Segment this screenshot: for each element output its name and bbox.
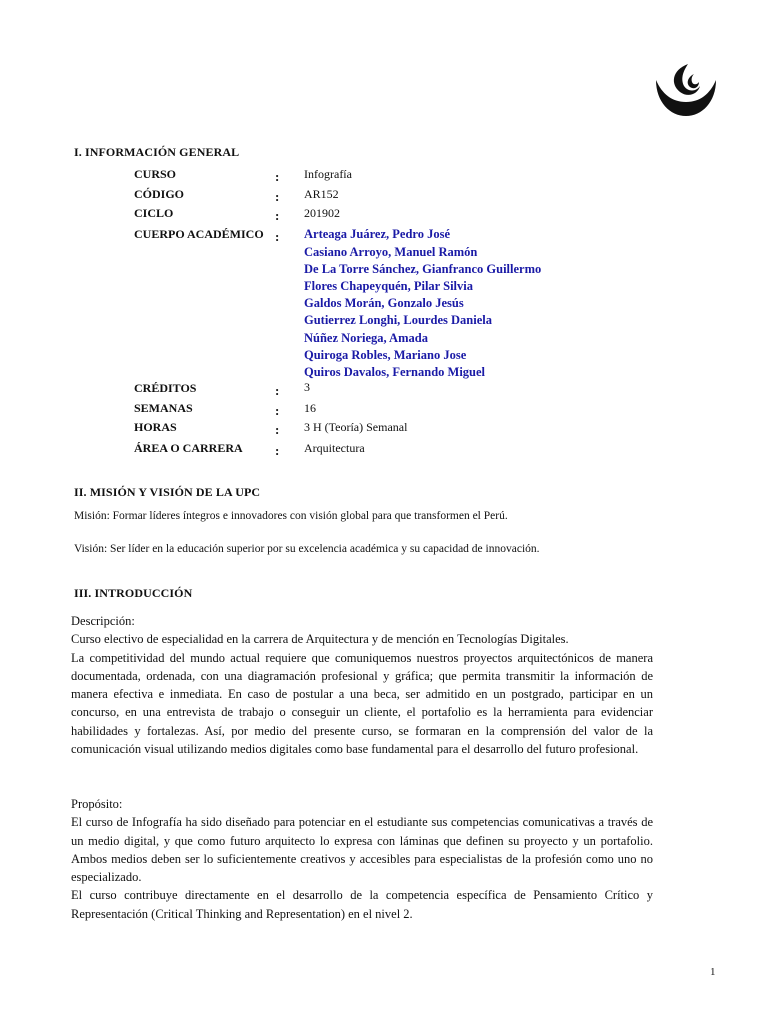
colon-horas: : [275,422,280,437]
page-number: 1 [710,966,716,978]
section-3-title: III. INTRODUCCIÓN [74,586,193,600]
faculty-member: Arteaga Juárez, Pedro José [304,227,451,241]
colon-area: : [275,443,280,458]
upc-logo [650,58,722,122]
label-curso: CURSO [134,167,177,181]
value-semanas: 16 [304,401,316,415]
value-area: Arquitectura [304,441,365,455]
colon-codigo: : [275,189,280,204]
value-creditos: 3 [304,380,310,394]
proposito-body: El curso de Infografía ha sido diseñado para potenciar en el estudiante sus competencias comunicativas a través de un medio digital, y que como futuro arquitecto lo expresa con láminas que definen su proyecto y un portafolio. Ambos medios deben ser lo suficientemente creativos y accesibles para especialistas de la profesión como uno no especializado. [71,815,653,885]
faculty-member: Flores Chapeyquén, Pilar Silvia [304,279,474,293]
section-2-title: II. MISIÓN Y VISIÓN DE LA UPC [74,485,261,499]
descripcion-label: Descripción: [71,614,135,628]
colon-curso: : [275,169,280,184]
faculty-member: Quiroga Robles, Mariano Jose [304,348,467,362]
descripcion-body: La competitividad del mundo actual requiere que comuniquemos nuestros proyectos arquitectónicos de manera documentada, ordenada, con una diagramación profesional y gráfica; que permita transmitir la información de manera efectiva e inmediata. En caso de postular a una beca, ser admitido en un postgrado, participar en un concurso, en una entrevista de trabajo o conseguir un cliente, el portafolio es la herramienta para evidenciar habilidades y fortalezas. Así, por medio del presente curso, se formaran en la comprensión del valor de la comunicación visual utilizando medios digitales como base fundamental para el desarrollo del futuro profesional. [71,650,653,757]
faculty-member: Quiros Davalos, Fernando Miguel [304,365,486,379]
proposito-block [71,795,653,923]
colon-semanas: : [275,403,280,418]
faculty-member: Gutierrez Longhi, Lourdes Daniela [304,313,492,327]
label-semanas: SEMANAS [134,401,193,415]
faculty-member: Casiano Arroyo, Manuel Ramón [304,245,478,259]
label-ciclo: CICLO [134,206,174,220]
value-curso: Infografía [304,167,352,181]
label-codigo: CÓDIGO [134,187,185,201]
proposito-body-2: El curso contribuye directamente en el desarrollo de la competencia específica de Pensamiento Crítico y Representación (Critical Thinking and Representation) en el nivel 2. [71,888,653,921]
label-horas: HORAS [134,420,177,434]
section-1-title: I. INFORMACIÓN GENERAL [74,145,240,159]
mision-text: Misión: Formar líderes íntegros e innovadores con visión global para que transformen el Perú. [74,510,508,522]
value-codigo: AR152 [304,187,339,201]
faculty-member: Galdos Morán, Gonzalo Jesús [304,296,464,310]
vision-text: Visión: Ser líder en la educación superior por su excelencia académica y su capacidad de innovación. [74,543,540,555]
colon-cuerpo: : [275,229,280,244]
faculty-member: Núñez Noriega, Amada [304,331,428,345]
colon-ciclo: : [275,208,280,223]
value-horas: 3 H (Teoría) Semanal [304,420,408,434]
descripcion-block [71,612,653,758]
colon-creditos: : [275,383,280,398]
label-creditos: CRÉDITOS [134,381,197,395]
label-area: ÁREA O CARRERA [134,441,243,455]
value-ciclo: 201902 [304,206,340,220]
descripcion-line1: Curso electivo de especialidad en la carrera de Arquitectura y de mención en Tecnologías Digitales. [71,632,569,647]
faculty-member: De La Torre Sánchez, Gianfranco Guillermo [304,262,542,276]
label-cuerpo-academico: CUERPO ACADÉMICO [134,227,264,241]
proposito-label: Propósito: [71,797,123,811]
